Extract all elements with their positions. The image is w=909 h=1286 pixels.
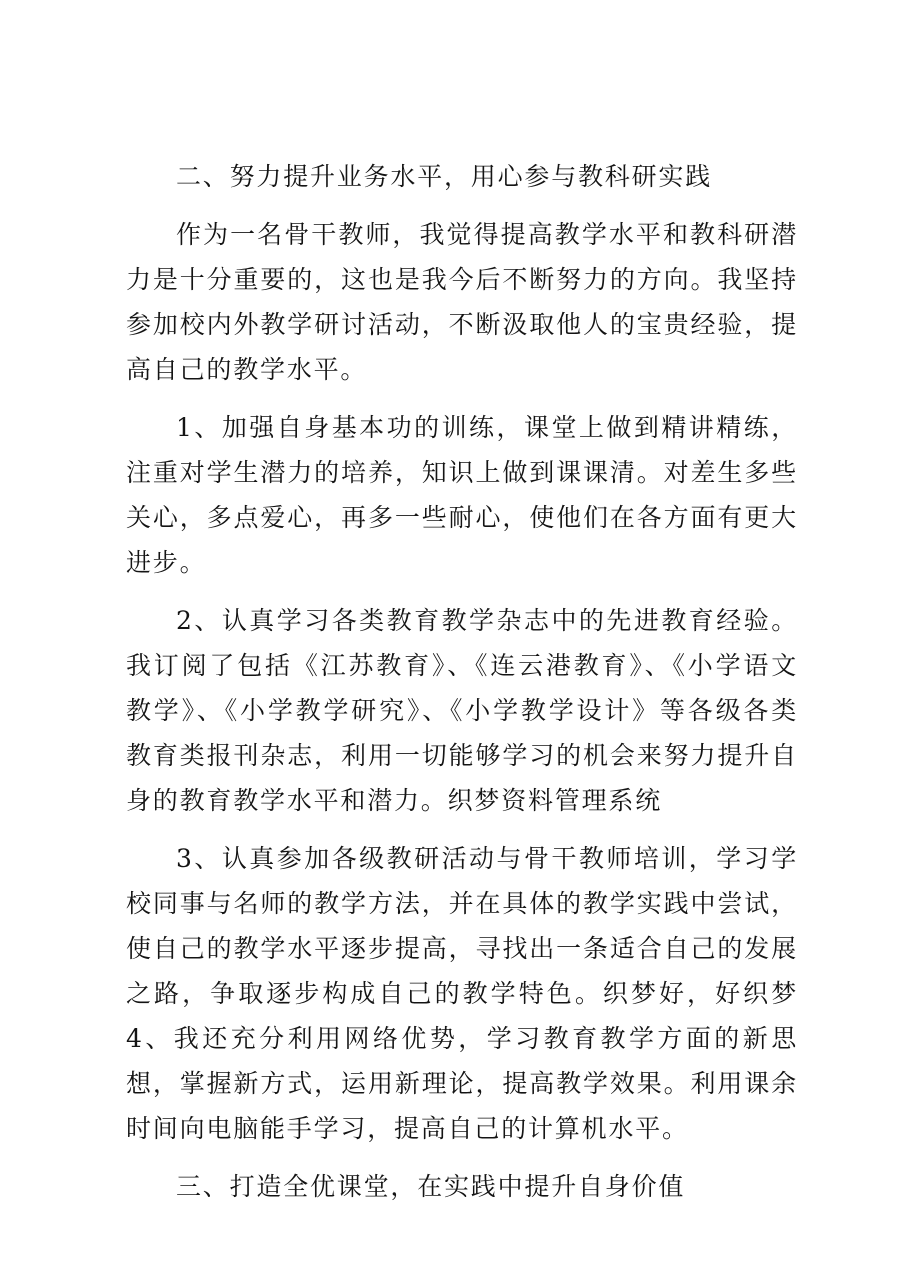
- list-item-3: 3、认真参加各级教研活动与骨干教师培训，学习学校同事与名师的教学方法，并在具体的教学实践中尝试，使自己的教学水平逐步提高，寻找出一条适合自己的发展之路，争取逐步构成自己的教学特色。织梦好，好织梦 4、我还充分利用网络优势，学习教育教学方面的新思想，掌握新方式，运用新理论，提高教学效果。利用课余时间向电脑能手学习，提高自己的计算机水平。: [126, 844, 798, 1143]
- document-body: [126, 154, 798, 1222]
- list-item-2: 2、认真学习各类教育教学杂志中的先进教育经验。我订阅了包括《江苏教育》、《连云港教育》、《小学语文教学》、《小学教学研究》、《小学教学设计》等各级各类教育类报刊杂志，利用一切能够学习的机会来努力提升自身的教育教学水平和潜力。织梦资料管理系统: [126, 606, 798, 815]
- intro-paragraph: 作为一名骨干教师，我觉得提高教学水平和教科研潜力是十分重要的，这也是我今后不断努力的方向。我坚持参加校内外教学研讨活动，不断汲取他人的宝贵经验，提高自己的教学水平。: [126, 220, 798, 384]
- section-heading-3: 三、打造全优课堂，在实践中提升自身价值: [176, 1172, 686, 1201]
- section-heading-2: 二、努力提升业务水平，用心参与教科研实践: [176, 162, 713, 191]
- list-item-1: 1、加强自身基本功的训练，课堂上做到精讲精练，注重对学生潜力的培养，知识上做到课课清。对差生多些关心，多点爱心，再多一些耐心，使他们在各方面有更大进步。: [126, 413, 798, 577]
